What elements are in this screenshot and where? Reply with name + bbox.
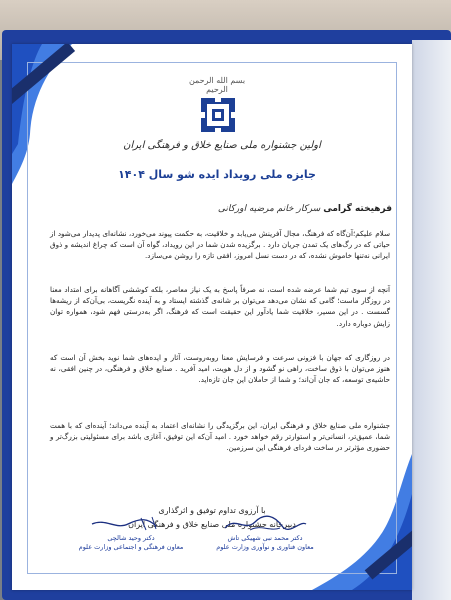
- recipient-greeting: فرهیخته گرامی: [323, 204, 392, 214]
- handwritten-signature-left: [86, 512, 176, 534]
- recipient-line: [132, 204, 392, 220]
- handwritten-signature-right: [220, 512, 310, 534]
- certificate-paper: [12, 44, 412, 590]
- closing-wish: با آرزوی تداوم توفیق و اثرگذاری: [158, 506, 266, 515]
- bismillah-heading: بسم الله الرحمن الرحیم: [188, 76, 246, 94]
- recipient-name: سرکار خانم مرضیه اورکانی: [217, 204, 321, 214]
- signature-block-left: [56, 512, 206, 552]
- festival-title: اولین جشنواره ملی صنایع خلاق و فرهنگی ایران: [123, 140, 321, 151]
- paragraph-3: در روزگاری که جهان با فزونی سرعت و فرسایش معنا روبه‌روست، آثار و ایده‌های شما نوید بخش آن است که هنوز می‌توان با ذوق ساخت، راهی نو گشود و از دل هویت، امید آفرید . صنایع خلاق و فرهنگی، در چنین افقی، نه حاشیه‌ی توسعه، که جان آن‌اند؛ و شما از حاملان این جان تازه‌اید.: [50, 353, 390, 385]
- festival-logo-icon: [199, 96, 237, 134]
- paragraph-1: سلام علیکم؛آن‌گاه که فرهنگ، مجال آفرینش می‌یابد و خلاقیت، به حکمت پیوند می‌خورد، نشانه‌ای پدیدار می‌شود از حیاتی که در رگ‌های یک تمدن جریان دارد . برگزیده شدن شما در این رویداد، گواه آن است که چراغ اندیشه و ذوق ایرانی نه‌تنها خاموش نشده، که در دست نسل امروز، افقی تازه را روشن می‌سازد.: [50, 229, 390, 261]
- folder-inner-flap: [412, 40, 451, 600]
- paragraph-4: جشنواره ملی صنایع خلاق و فرهنگی ایران، این برگزیدگی را نشانه‌ای اعتماد به آینده می‌داند؛ آینده‌ای که با همت شما، عمیق‌تر، انسانی‌تر و استوارتر رقم خواهد خورد . امید آن‌که این توفیق، آغازی باشد برای مسئولیتی بزرگ‌تر و حضوری مؤثرتر در ساخت فردای فرهنگی این سرزمین.: [50, 421, 390, 453]
- secretariat-signature: دبیرخانه جشنواره ملی صنایع خلاق و فرهنگی ایران: [128, 520, 296, 529]
- award-title: جایزه ملی رویداد ایده شو سال ۱۴۰۴: [118, 168, 316, 181]
- paragraph-2: آنچه از سوی تیم شما عرضه شده است، نه صرفاً پاسخ به یک نیاز معاصر، بلکه کوششی آگاهانه برای امتداد معنا در روزگار ماست؛ گامی که نشان می‌دهد می‌توان بر شانه‌ی گذشته ایستاد و به آینده نگریست، بی‌آن‌که از ریشه‌ها گسست . در این مسیر، خلاقیت شما یادآور این حقیقت است که فرهنگ، اگر به‌درستی فهم شود، همواره توان زایش دوباره دارد.: [50, 285, 390, 328]
- signature-title-left: معاون فرهنگی و اجتماعی وزارت علوم: [78, 543, 184, 551]
- signature-name-left: دکتر وحید شالچی: [107, 534, 155, 542]
- signature-name-right: دکتر محمد نبی شهیکی تاش: [227, 534, 303, 542]
- signature-block-right: [190, 512, 340, 552]
- signature-title-right: معاون فناوری و نوآوری وزارت علوم: [216, 543, 314, 551]
